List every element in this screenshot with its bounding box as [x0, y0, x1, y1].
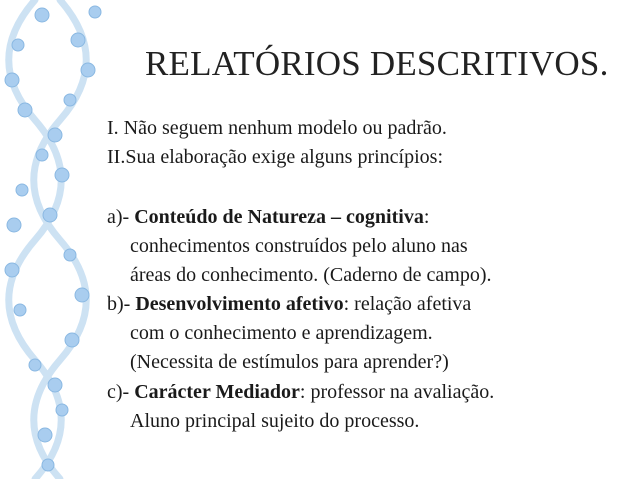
item-ii — [107, 145, 443, 169]
item-a — [107, 205, 429, 229]
item-i — [107, 116, 447, 140]
item-i-number: I. — [107, 117, 119, 139]
item-b-prefix: b)- — [107, 293, 136, 315]
item-a-line2: conhecimentos construídos pelo aluno nas — [130, 235, 468, 257]
item-c-line2: Aluno principal sujeito do processo. — [130, 410, 420, 432]
item-ii-text: Sua elaboração exige alguns princípios: — [125, 146, 444, 168]
item-b — [107, 292, 471, 316]
item-a-line3: áreas do conhecimento. (Caderno de campo). — [130, 264, 492, 286]
item-b-tail: : relação afetiva — [343, 293, 472, 315]
item-i-text: Não seguem nenhum modelo ou padrão. — [123, 117, 447, 139]
item-c-tail: : professor na avaliação. — [299, 381, 495, 403]
item-c-heading: Carácter Mediador — [134, 381, 300, 403]
item-a-tail: : — [423, 206, 430, 228]
item-a-prefix: a)- — [107, 206, 135, 228]
item-b-heading: Desenvolvimento afetivo — [135, 293, 344, 315]
item-c-prefix: c)- — [107, 381, 135, 403]
item-b-line3: (Necessita de estímulos para aprender?) — [130, 351, 449, 373]
dna-helix-icon — [0, 0, 120, 479]
item-a-heading: Conteúdo de Natureza – cognitiva — [134, 206, 424, 228]
item-ii-number: II. — [107, 146, 126, 168]
item-b-line2: com o conhecimento e aprendizagem. — [130, 322, 433, 344]
item-c — [107, 380, 494, 404]
slide-title: RELATÓRIOS DESCRITIVOS. — [145, 44, 609, 83]
